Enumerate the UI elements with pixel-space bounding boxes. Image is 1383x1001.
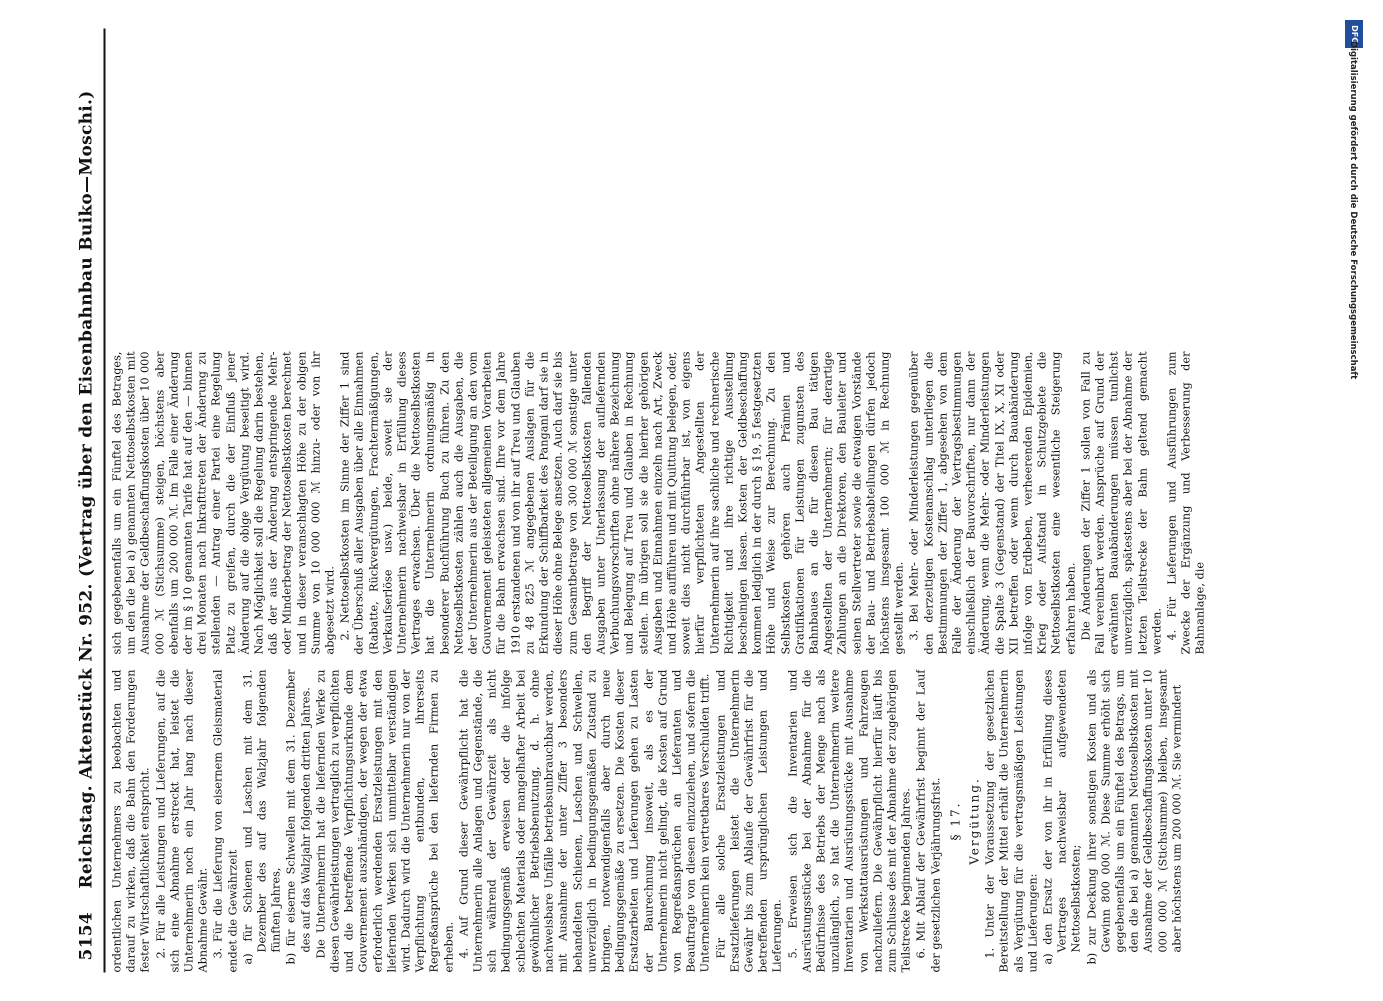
list-item: a) für Schienen und Laschen mit dem 31. Dezember des auf das Walzjahr folgenden fünften Jahres, bbox=[240, 669, 283, 964]
list-item: a) den Ersatz der von ihr in Erfüllung dieses Vertrages nachweisbar aufgewendeten Nettoselbstkosten; bbox=[1041, 669, 1083, 964]
paragraph: 4. Für Lieferungen und Ausführungen zum Zwecke der Ergänzung und Verbesserung der Bahnanlage, die bbox=[1165, 351, 1207, 654]
list-item: b) zur Deckung ihrer sonstigen Kosten und als Gewinn 800 000 ℳ. Diese Summe erhöht sich gegebenenfalls um ein Fünftel des Betrags, um den die bei a) genannten Nettoselbstkosten mit Ausnahme der Geldbeschaffungskosten unter 10 000 000 ℳ (Stichsumme) bleiben, insgesamt aber höchstens um 200 000 ℳ. Sie vermindert bbox=[1084, 669, 1183, 964]
page-header bbox=[76, 20, 100, 980]
paragraph: 4. Auf Grund dieser Gewährpflicht hat die Unternehmerin alle Anlagen und Gegenstände, die sich während der Gewährzeit als nicht bedingungsgemäß erweisen oder die infolge schlechten Materials oder mangelhafter Arbeit bei gewöhnlicher Betriebsbenutzung, d. h. ohne nachweisbare Unfälle betriebsunbrauchbar werden, mit Ausnahme der unter Ziffer 3 besonders behandelten Schienen, Laschen und Schwellen, unverzüglich in bedingungsgemäßen Zustand zu bringen, notwendigenfalls aber durch neue bedingungsgemäße zu ersetzen. Die Kosten dieser Ersatzarbeiten und Lieferungen gehen zu Lasten der Baurechnung insoweit, als es der Unternehmerin nicht gelingt, die Kosten auf Grund von Regreßansprüchen an Lieferanten und Beauftragte von diesen einzuziehen, und sofern die Unternehmerin kein vertretbares Verschulden trifft. bbox=[456, 669, 712, 972]
digitization-note bbox=[1341, 14, 1367, 984]
paragraph: Die Änderungen der Ziffer 1 sollen von Fall zu Fall vereinbart werden. Ansprüche auf Grund der erwähnten Bauabänderungen müssen tunlichst unverzüglich, spätestens aber bei der Abnahme der letzten Teilstrecke der Bahn geltend gemacht werden. bbox=[1078, 351, 1163, 654]
column-middle bbox=[110, 351, 1323, 654]
list-item: b) für eiserne Schwellen mit dem 31. Dezember des auf das Walzjahr folgenden dritten Jahres. bbox=[284, 669, 312, 964]
header-rule bbox=[103, 28, 105, 972]
paragraph: 5. Erweisen sich die Inventarien und Ausrüstungsstücke bei der Abnahme für die Bedürfnisse des Betriebs der Menge nach als unzulänglich, so hat die Unternehmerin weitere Inventarien und Ausrüstungsstücke mit Ausnahme von Werkstattausrüstungen und Fahrzeugen nachzuliefern. Die Gewährpflicht hierfür läuft bis zum Schlusse des mit der Abnahme der zugehörigen Teilstrecke beginnenden Jahres. bbox=[785, 669, 913, 972]
dfg-logo-text: DFG bbox=[1349, 24, 1359, 44]
paragraph: 3. Für die Lieferung von eisernem Gleismaterial endet die Gewährzeit bbox=[211, 669, 239, 972]
section-number: § 17. bbox=[947, 801, 962, 840]
paragraph: ordentlichen Unternehmers zu beobachten und darauf zu wirken, daß die Bahn den Forderungen fester Wirtschaftlichkeit entspricht. bbox=[110, 669, 152, 972]
paragraph: sich gegebenenfalls um ein Fünftel des Betrages, um den die bei a) genannten Nettoselbstkosten mit Ausnahme der Geldbeschaffungskosten über 10 000 000 ℳ (Stichsumme) steigen, höchstens aber ebenfalls um 200 000 ℳ. Im Falle einer Änderung der im § 10 genannten Tarife hat auf den — binnen drei Monaten nach Inkrafttreten der Änderung zu stellenden — Antrag einer Partei eine Regelung Platz zu greifen, durch die der Einfluß jener Änderung auf die obige Vergütung beseitigt wird. Nach Möglichkeit soll die Regelung darin bestehen, daß der aus der Änderung entspringende Mehr- oder Minderbetrag der Nettoselbstkosten berechnet und in dieser veranschlagten Höhe zu der obigen Summe von 10 000 000 ℳ hinzu- oder von ihr abgesetzt wird. bbox=[110, 351, 337, 654]
paragraph: Für alle solche Ersatzleistungen und Ersatzlieferungen leistet die Unternehmerin Gewähr bis zum Ablaufe der Gewährfrist für die betreffenden ursprünglichen Leistungen und Lieferungen. bbox=[713, 669, 784, 972]
paragraph: 2. Für alle Leistungen und Lieferungen, auf die sich eine Abnahme erstreckt hat, leistet die Unternehmerin noch ein Jahr lang nach dieser Abnahme Gewähr. bbox=[153, 669, 210, 972]
section-heading: Vergütung. bbox=[966, 776, 981, 865]
paragraph: Die Unternehmerin hat die liefernden Werke zu diesen Gewährleistungen vertraglich zu verpflichten und die betreffende Verpflichtungsurkunde dem Gouvernement auszuhändigen, der wegen der etwa erforderlich werdenden Ersatzleistungen mit den liefernden Werken sich unmittelbar verständigen wird. Dadurch wird die Unternehmerin nur von der Verpflichtung entbunden, ihrerseits Regreßansprüche bei den liefernden Firmen zu erheben. bbox=[313, 669, 455, 972]
column-left bbox=[110, 669, 1323, 972]
paragraph: 2. Nettoselbstkosten im Sinne der Ziffer 1 sind der Überschuß aller Ausgaben über alle Einnahmen (Rabatte, Rückvergütungen, Frachtermäßigungen, Verkaufserlöse usw.) beide, soweit sie der Unternehmerin nachweisbar in Erfüllung dieses Vertrages erwachsen. Über die Nettoselbstkosten hat die Unternehmerin ordnungsmäßig in besonderer Buchführung Buch zu führen. Zu den Nettoselbstkosten zählen auch die Ausgaben, die der Unternehmerin aus der Beteiligung an den vom Gouvernement geleisteten allgemeinen Vorarbeiten für die Bahn erwachsen sind. Ihre vor dem Jahre 1910 erstandenen und von ihr auf Treu und Glauben zu 48 825 ℳ angegebenen Auslagen für die Erkundung der Schiffbarkeit des Pangani darf sie in dieser Höhe ohne Belege ansetzen. Auch darf sie bis zum Gesamtbetrage von 300 000 ℳ sonstige unter den Begriff der Nettoselbstkosten fallenden Ausgaben unter Unterlassung der aufliefernden Verbuchungsvorschriften ohne nähere Bezeichnung und Belegung auf Treu und Glauben in Rechnung stellen. Im übrigen soll sie die hierher gehörigen Ausgaben und Einnahmen einzeln nach Art, Zweck und Höhe aufführen und mit Quittung belegen, oder, soweit dies nicht durchführbar ist, von eigens hierfür verpflichteten Angestellten der Unternehmerin auf ihre sachliche und rechnerische Richtigkeit und ihre richtige Ausstellung bescheinigen lassen. Kosten der Geldbeschaffung kommen lediglich in der durch § 19, 5 festgesetzten Höhe und Weise zur Berechnung. Zu den Selbstkosten gehören auch Prämien und Gratifikationen für Leistungen zugunsten des Bahnbaues an die für diesen Bau tätigen Angestellten der Unternehmerin; für derartige Zahlungen an die Direktoren, den Bauleiter und seinen Stellvertreter sowie die etwaigen Vorstände der Bau- und Betriebsabteilungen dürfen jedoch höchstens insgesamt 100 000 ℳ in Rechnung gestellt werden. bbox=[338, 351, 906, 654]
page-number: 5154 bbox=[76, 911, 96, 960]
running-title: Reichstag. Aktenstück Nr. 952. (Vertrag über den Eisenbahnbau Buiko—Moschi.) bbox=[76, 89, 96, 888]
paragraph: 1. Unter der Voraussetzung der gesetzlichen Bereitstellung der Mittel erhält die Unternehmerin als Vergütung für die vertragsmäßigen Leistungen und Lieferungen: bbox=[983, 669, 1039, 972]
paragraph: 6. Mit Ablauf der Gewährfrist beginnt der Lauf der gesetzlichen Verjährungsfrist. bbox=[914, 669, 942, 972]
text-columns bbox=[110, 28, 1323, 972]
paragraph: 3. Bei Mehr- oder Minderleistungen gegenüber den derzeitigen Kostenanschlag unterliegen die Bestimmungen der Ziffer 1, abgesehen von dem Falle der Änderung der Vertragsbestimmungen einschließlich der Bauvorschriften, nur dann der Änderung, wenn die Mehr- oder Minderleistungen die Spalte 3 (Gegenstand) der Titel IX, X, XI oder XII betreffen oder wenn durch Bauabänderung infolge von Erdbeben, verheerenden Epidemien, Krieg oder Aufstand in Schutzgebiete die Nettoselbstkosten eine wesentliche Steigerung erfahren haben. bbox=[907, 351, 1077, 654]
digitization-credit: Digitalisierung gefördert durch die Deutsche Forschungsgemeinschaft bbox=[1348, 41, 1358, 380]
